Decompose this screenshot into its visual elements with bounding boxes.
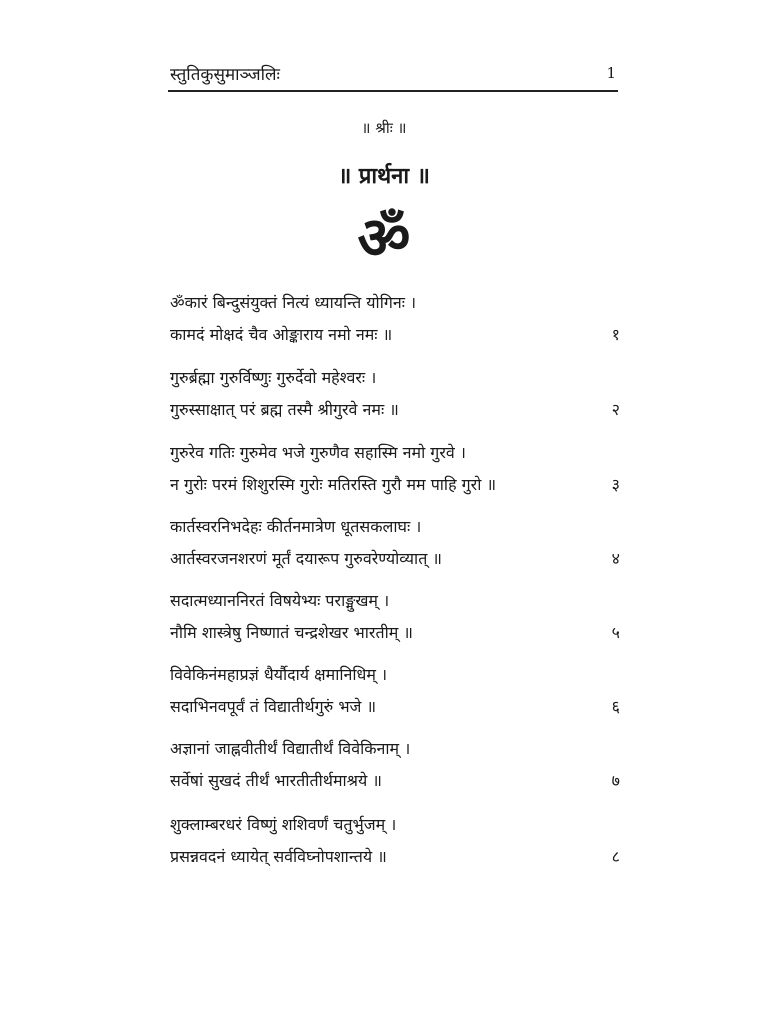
verse-line-1: शुक्लाम्बरधरं विष्णुं शशिवर्णं चतुर्भुजम् । (170, 815, 397, 834)
verse-line-2: गुरुस्साक्षात् परं ब्रह्म तस्मै श्रीगुरवे नमः ॥ (170, 400, 399, 419)
verse-line-1: ॐकारं बिन्दुसंयुक्तं नित्यं ध्यायन्ति योगिनः । (170, 293, 417, 312)
running-header (168, 60, 618, 92)
verse-line-2: न गुरोः परमं शिशुरस्मि गुरोः मतिरस्ति गुरौ मम पाहि गुरो ॥ (170, 475, 497, 494)
verse-line-1: अज्ञानां जाह्नवीतीर्थं विद्यातीर्थं विवेकिनाम् । (170, 739, 411, 758)
verse-number: ८ (611, 847, 620, 866)
verse-line-2: आर्तस्वरजनशरणं मूर्तं दयारूप गुरुवरेण्योव्यात् ॥ (170, 549, 442, 568)
page-number: 1 (606, 64, 616, 82)
om-symbol: ॐ (357, 204, 411, 272)
verse-number: ४ (611, 549, 620, 568)
verse-line-1: सदात्मध्याननिरतं विषयेभ्यः पराङ्मुखम् । (170, 591, 390, 610)
verse-line-2: कामदं मोक्षदं चैव ओङ्काराय नमो नमः ॥ (170, 325, 393, 344)
verse-line-1: गुरुरेव गतिः गुरुमेव भजे गुरुणैव सहास्मि नमो गुरवे । (170, 443, 466, 462)
verse-line-1: विवेकिनंमहाप्रज्ञं धैर्यौदार्य क्षमानिधिम् । (170, 665, 388, 684)
verse-line-2: प्रसन्नवदनं ध्यायेत् सर्वविघ्नोपशान्तये ॥ (170, 847, 387, 866)
verse-number: ७ (611, 771, 620, 790)
header-title: स्तुतिकुसुमाञ्जलिः (170, 65, 280, 85)
verse-number: २ (611, 400, 620, 419)
verse-line-2: सर्वेषां सुखदं तीर्थं भारतीतीर्थमाश्रये ॥ (170, 771, 382, 790)
invocation-shri: ॥ श्रीः ॥ (361, 119, 407, 137)
verse-line-1: कार्तस्वरनिभदेहः कीर्तनमात्रेण धूतसकलाघः । (170, 517, 422, 536)
verse-number: १ (611, 325, 620, 344)
verse-number: ३ (611, 475, 620, 494)
verse-line-1: गुरुर्ब्रह्मा गुरुर्विष्णुः गुरुर्देवो महेश्वरः । (170, 368, 377, 387)
verse-number: ५ (611, 623, 620, 642)
page-heading: ॥ प्रार्थना ॥ (338, 164, 430, 189)
verse-number: ६ (611, 697, 620, 716)
verse-line-2: नौमि शास्त्रेषु निष्णातं चन्द्रशेखर भारतीम् ॥ (170, 623, 413, 642)
verse-line-2: सदाभिनवपूर्वं तं विद्यातीर्थगुरुं भजे ॥ (170, 697, 377, 716)
